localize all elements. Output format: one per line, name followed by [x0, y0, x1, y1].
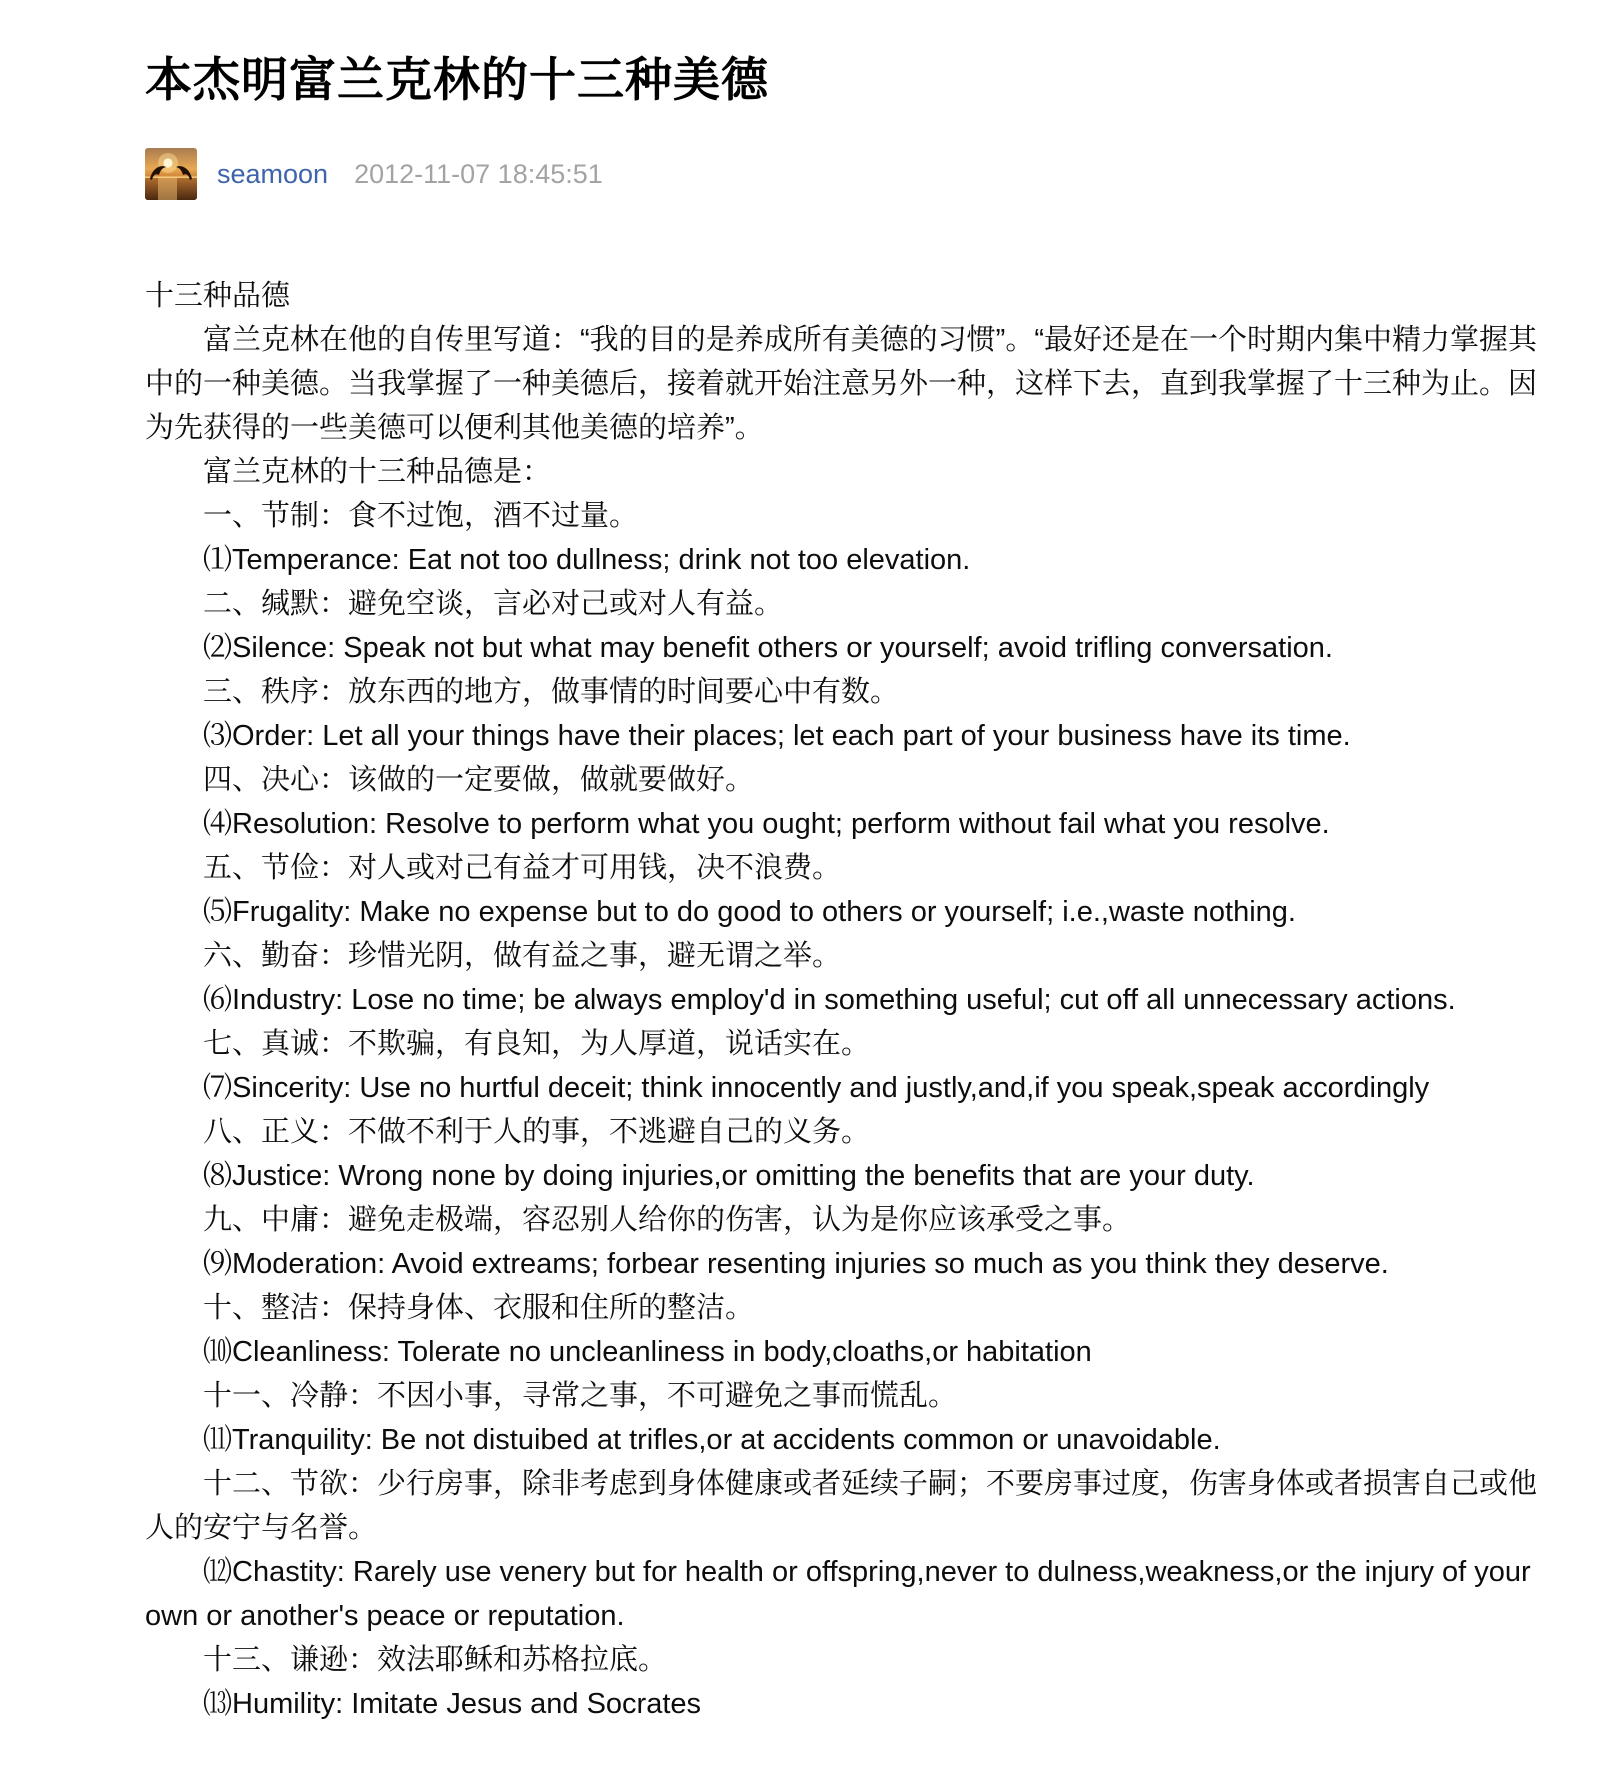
article-paragraph: 四、决心：该做的一定要做，做就要做好。: [203, 764, 755, 796]
author-avatar[interactable]: [145, 148, 197, 200]
article-paragraph: ⑹Industry: Lose no time; be always employ'd in something useful; cut off all unnecessary actions.: [203, 984, 1456, 1016]
article-paragraph: 五、节俭：对人或对己有益才可用钱，决不浪费。: [203, 852, 842, 884]
article-paragraph: 十二、节欲：少行房事，除非考虑到身体健康或者延续子嗣；不要房事过度，伤害身体或者损害自己或他人的安宁与名誉。: [145, 1468, 1538, 1544]
article-paragraph: 二、缄默：避免空谈，言必对己或对人有益。: [203, 588, 784, 620]
article-paragraph: 十、整洁：保持身体、衣服和住所的整洁。: [203, 1292, 755, 1324]
article-paragraph: 富兰克林的十三种品德是：: [203, 456, 552, 488]
post-timestamp: 2012-11-07 18:45:51: [354, 158, 603, 189]
article-paragraph: 十三、谦逊：效法耶稣和苏格拉底。: [203, 1644, 668, 1676]
article-paragraph: 九、中庸：避免走极端，容忍别人给你的伤害，认为是你应该承受之事。: [203, 1204, 1132, 1236]
article-paragraph: ⑸Frugality: Make no expense but to do good to others or yourself; i.e.,waste nothing.: [203, 896, 1296, 928]
article-paragraph: ⑺Sincerity: Use no hurtful deceit; think innocently and justly,and,if you speak,speak accordingly: [203, 1072, 1430, 1104]
article-paragraph: 三、秩序：放东西的地方，做事情的时间要心中有数。: [203, 676, 900, 708]
article-paragraph: ⑴Temperance: Eat not too dullness; drink not too elevation.: [203, 544, 971, 576]
article-paragraph: ⑽Cleanliness: Tolerate no uncleanliness in body,cloaths,or habitation: [203, 1336, 1092, 1368]
article-paragraph: ⑷Resolution: Resolve to perform what you ought; perform without fail what you resolve.: [203, 808, 1330, 840]
article-paragraph: ⑼Moderation: Avoid extreams; forbear resenting injuries so much as you think they deserve.: [203, 1248, 1389, 1280]
article-paragraph: ⒀Humility: Imitate Jesus and Socrates: [203, 1688, 702, 1720]
article-paragraph: 七、真诚：不欺骗，有良知，为人厚道，说话实在。: [203, 1028, 871, 1060]
article-paragraph: 十三种品德: [145, 280, 291, 312]
article-paragraph: ⑻Justice: Wrong none by doing injuries,or omitting the benefits that are your duty.: [203, 1160, 1255, 1192]
article-paragraph: 富兰克林在他的自传里写道：“我的目的是养成所有美德的习惯”。“最好还是在一个时期内集中精力掌握其中的一种美德。当我掌握了一种美德后，接着就开始注意另外一种，这样下去，直到我掌握了十三种为止。因为先获得的一些美德可以便利其他美德的培养”。: [145, 324, 1538, 444]
article-paragraph: 十一、冷静：不因小事，寻常之事，不可避免之事而慌乱。: [203, 1380, 958, 1412]
sunset-dolphins-avatar-icon: [145, 148, 197, 200]
article-paragraph: ⑿Chastity: Rarely use venery but for health or offspring,never to dulness,weakness,or the injury of your own or another's peace or reputation.: [145, 1556, 1531, 1632]
article-body: [145, 274, 1540, 1726]
page-title: 本杰明富兰克林的十三种美德: [145, 53, 769, 106]
article-paragraph: 六、勤奋：珍惜光阴，做有益之事，避无谓之举。: [203, 940, 842, 972]
author-row: [145, 148, 1540, 200]
author-name-link[interactable]: seamoon: [217, 158, 329, 189]
article-paragraph: ⑶Order: Let all your things have their places; let each part of your business have its time.: [203, 720, 1351, 752]
article-paragraph: ⑾Tranquility: Be not distuibed at trifles,or at accidents common or unavoidable.: [203, 1424, 1221, 1456]
article-paragraph: ⑵Silence: Speak not but what may benefit others or yourself; avoid trifling conversation.: [203, 632, 1333, 664]
article-paragraph: 一、节制：食不过饱，酒不过量。: [203, 500, 639, 532]
article-paragraph: 八、正义：不做不利于人的事，不逃避自己的义务。: [203, 1116, 871, 1148]
